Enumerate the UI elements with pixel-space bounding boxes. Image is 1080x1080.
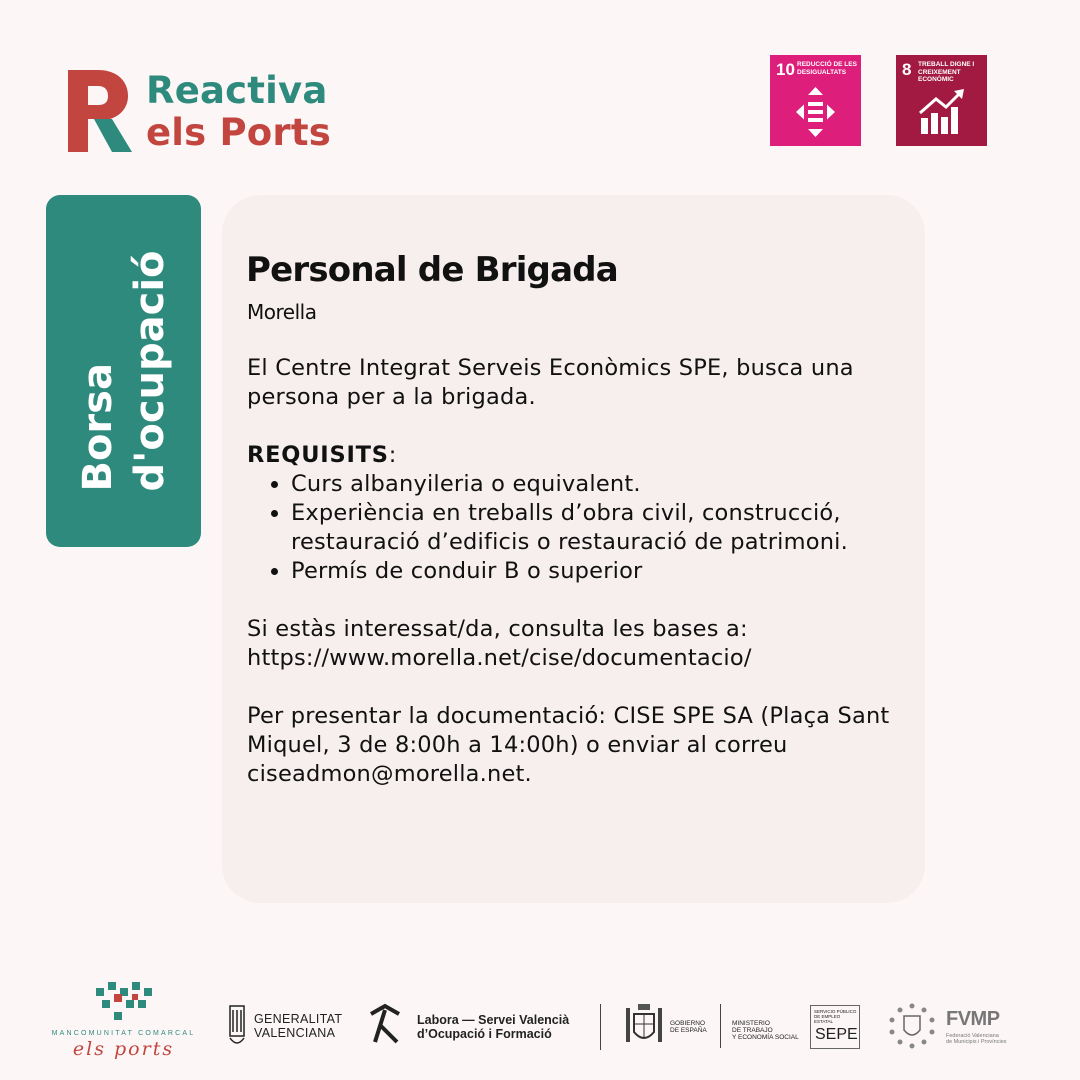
sdg-10-badge — [770, 55, 861, 146]
sdg-number: 8 — [902, 60, 912, 79]
mancomunitat-emblem-icon — [36, 972, 211, 1028]
fvmp-line-1: Federació Valenciana — [946, 1033, 999, 1039]
job-description — [247, 354, 917, 789]
labora-logo — [365, 1002, 585, 1052]
sdg-number: 10 — [776, 60, 795, 79]
sdg-label: TREBALL DIGNE I CREIXEMENT ECONÒMIC — [918, 61, 975, 83]
requirements-heading — [247, 441, 917, 470]
gobierno-line-2: DE ESPAÑA — [670, 1027, 707, 1034]
bases-url: https://www.morella.net/cise/documentacio/ — [247, 645, 752, 671]
fvmp-line-2: de Municipis i Províncies — [946, 1039, 1007, 1045]
mancomunitat-name: els ports — [72, 1038, 175, 1060]
labora-mark-icon — [365, 1002, 405, 1048]
tab-label-line-2: d'ocupació — [126, 250, 173, 492]
submission-text: Per presentar la documentació: CISE SPE SA (Plaça Sant Miquel, 3 de 8:00h a 14:00h) o enviar al correu ciseadmon@morella.net. — [247, 703, 890, 787]
ministerio-line-3: Y ECONOMÍA SOCIAL — [732, 1034, 799, 1041]
logo-line-2: els Ports — [146, 111, 331, 154]
mancomunitat-logo — [36, 972, 211, 1060]
labora-line-2: d’Ocupació i Formació — [417, 1027, 552, 1041]
stars-emblem-icon — [884, 1000, 940, 1052]
generalitat-line-2: VALENCIANA — [254, 1026, 336, 1040]
requirement-item: • Permís de conduir B o superior — [291, 557, 917, 586]
gobierno-line-1: GOBIERNO — [670, 1020, 706, 1027]
job-intro: El Centre Integrat Serveis Econòmics SPE, busca una persona per a la brigada. — [247, 355, 854, 410]
ministerio-line-1: MINISTERIO — [732, 1020, 770, 1027]
footer-divider — [600, 1004, 601, 1050]
gobierno-sepe-logo — [622, 1000, 867, 1055]
requirement-item: • Curs albanyileria o equivalent. — [291, 470, 917, 499]
labora-line-1: Labora — Servei Valencià — [417, 1013, 570, 1027]
equality-arrows-icon — [770, 55, 861, 146]
sdg-8-badge — [896, 55, 987, 146]
tab-label-line-1: Borsa — [74, 363, 121, 492]
bases-text: Si estàs interessat/da, consulta les bases a: — [247, 616, 748, 642]
fvmp-text: FVMP — [946, 1008, 1000, 1030]
generalitat-shield-icon — [226, 1002, 250, 1050]
ministerio-line-2: DE TRABAJO — [732, 1027, 773, 1034]
requirements-suffix: : — [388, 442, 397, 468]
sepe-logo — [810, 1005, 860, 1049]
generalitat-logo — [226, 1002, 351, 1052]
reactiva-logo-text — [146, 70, 331, 154]
gob-divider — [720, 1004, 721, 1048]
borsa-ocupacio-tab — [46, 195, 201, 547]
requirements-list — [247, 470, 917, 586]
sdg-label: REDUCCIÓ DE LES DESIGUALTATS — [797, 61, 857, 76]
generalitat-line-1: GENERALITAT — [254, 1012, 343, 1026]
logo-line-1: Reactiva — [146, 69, 328, 112]
job-location: Morella — [247, 300, 317, 324]
sepe-text: SEPE — [815, 1026, 858, 1043]
sepe-small-line-1: SERVICIO PÚBLICO — [814, 1009, 857, 1014]
job-title: Personal de Brigada — [246, 250, 618, 290]
requirements-label: REQUISITS — [247, 442, 389, 468]
footer-logos — [0, 960, 1080, 1070]
reactiva-r-logo-icon — [68, 70, 132, 152]
spain-coat-of-arms-icon — [622, 1000, 666, 1050]
requirement-item: • Experiència en treballs d’obra civil, construcció, restauració d’edificis o restauració de patrimoni. — [291, 499, 917, 557]
tab-label — [72, 250, 176, 491]
fvmp-logo — [884, 1000, 1034, 1055]
sepe-small-line-2: DE EMPLEO ESTATAL — [814, 1014, 841, 1024]
mancomunitat-caps: MANCOMUNITAT COMARCAL — [51, 1030, 196, 1037]
growth-chart-icon — [896, 55, 987, 146]
